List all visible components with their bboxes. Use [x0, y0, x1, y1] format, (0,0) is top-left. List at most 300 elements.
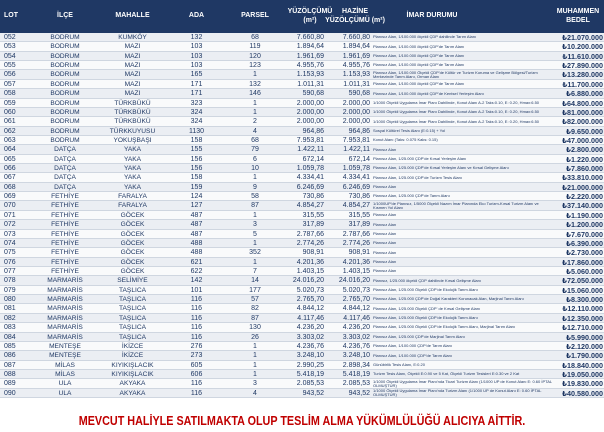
col-header-ada: ADA — [188, 12, 205, 20]
cell-hazine: 3.303,02 — [342, 333, 370, 341]
cell-mahalle: GÖCEK — [120, 211, 145, 219]
cell-bedel: ₺10.200.000 — [562, 42, 603, 52]
col-header-hazine — [325, 0, 385, 33]
cell-ada: 116 — [190, 380, 203, 388]
cell-mahalle: YOKUŞBAŞI — [113, 136, 152, 144]
cell-bedel: ₺2.800.000 — [566, 145, 603, 155]
cell-bedel: ₺12.710.000 — [562, 323, 603, 333]
cell-ada: 606 — [190, 370, 203, 378]
cell-hazine: 2.000,00 — [342, 118, 370, 126]
cell-imar: 1/1000 Ölçekli Uygulama İmar Planı'nda Turizm Alanı (1/1000 UP de Konut Alanı E: 0.60 İPTAL OLMUŞTUR) — [373, 387, 542, 398]
cell-yuzolcumu: 2.990,25 — [296, 361, 324, 369]
cell-bedel: ₺12.350.000 — [562, 313, 603, 323]
cell-yuzolcumu: 2.774,26 — [296, 239, 324, 247]
cell-hazine: 1.894,64 — [342, 43, 370, 51]
cell-hazine: 730,86 — [348, 193, 370, 201]
cell-bedel: ₺13.280.000 — [562, 70, 603, 80]
cell-yuzolcumu: 4.854,27 — [296, 202, 324, 210]
cell-imar: Turizm Tesis Alanı, Ölçekli E:0.90 ve 5 Kat, Ölçekli Turizm Tesisleri E:0.30 ve 2 Kat — [373, 371, 520, 377]
cell-mahalle: FARALYA — [118, 202, 147, 210]
cell-ilce: ULA — [58, 389, 72, 397]
cell-bedel: ₺64.800.000 — [562, 98, 603, 108]
cell-parsel: 6 — [253, 155, 257, 163]
cell-mahalle: TÜRKKUYUSU — [109, 127, 156, 135]
cell-yuzolcumu: 2.765,70 — [296, 296, 324, 304]
table-row — [0, 136, 604, 145]
table-body — [0, 33, 604, 398]
cell-ilce: BODRUM — [50, 80, 80, 88]
cell-yuzolcumu: 4.334,41 — [296, 174, 324, 182]
cell-hazine: 1.059,78 — [342, 165, 370, 173]
cell-ilce: MARMARİS — [47, 333, 83, 341]
cell-ilce: ULA — [58, 380, 72, 388]
table-row — [0, 276, 604, 285]
cell-hazine: 24.016,20 — [338, 277, 370, 285]
cell-ilce: MARMARİS — [47, 324, 83, 332]
cell-bedel: ₺1.790.000 — [566, 351, 603, 361]
cell-hazine: 1.153,93 — [342, 71, 370, 79]
cell-mahalle: YAKA — [123, 155, 142, 163]
cell-parsel: 3 — [253, 221, 257, 229]
cell-hazine: 315,55 — [348, 211, 370, 219]
table-row — [0, 173, 604, 182]
cell-ada: 158 — [190, 174, 203, 182]
cell-lot: 077 — [4, 267, 16, 275]
cell-bedel: ₺11.610.000 — [562, 51, 603, 61]
cell-hazine: 4.334,41 — [342, 174, 370, 182]
cell-parsel: 352 — [249, 249, 261, 257]
cell-lot: 063 — [4, 136, 16, 144]
cell-hazine: 2.000,00 — [342, 99, 370, 107]
cell-ada: 487 — [190, 230, 203, 238]
cell-ada: 116 — [190, 389, 203, 397]
cell-lot: 083 — [4, 324, 16, 332]
cell-hazine: 4.201,36 — [342, 258, 370, 266]
cell-mahalle: TÜRKBÜKÜ — [114, 99, 151, 107]
cell-ilce: BODRUM — [50, 71, 80, 79]
cell-bedel: ₺7.860.000 — [566, 164, 603, 174]
cell-parsel: 1 — [253, 361, 257, 369]
cell-lot: 058 — [4, 90, 16, 98]
cell-bedel: ₺81.000.000 — [562, 107, 603, 117]
cell-imar: Planısız Alan — [373, 268, 397, 274]
cell-imar: 1/1000UP'de Planısız, 1/5000 Ölçekli Nazım İmar Planında Eko Turizm-Kırsal Turizm Alanı ve Kısmen Yol Alanı — [373, 200, 539, 210]
cell-hazine: 4.854,27 — [342, 202, 370, 210]
table-row — [0, 267, 604, 276]
cell-parsel: 1 — [253, 258, 257, 266]
cell-yuzolcumu: 1.403,15 — [296, 267, 324, 275]
cell-mahalle: TAŞLICA — [119, 314, 146, 322]
table-row — [0, 323, 604, 332]
cell-yuzolcumu: 908,91 — [302, 249, 324, 257]
cell-imar: Planısız Alan, 1/25.000 Ölçekli ÇDP' de Kırsal Gelişme Alanı — [373, 305, 481, 311]
cell-hazine: 943,52 — [348, 389, 370, 397]
col-header-bedel-line2: BEDEL — [566, 16, 590, 24]
cell-lot: 078 — [4, 277, 16, 285]
cell-ada: 155 — [190, 146, 203, 154]
cell-yuzolcumu: 672,14 — [302, 155, 324, 163]
cell-ada: 132 — [190, 34, 203, 41]
cell-imar: Planısız Alan, 1/100.000 ÇDP'de Tarım Alanı — [373, 352, 452, 358]
cell-parsel: 3 — [253, 380, 257, 388]
cell-lot: 087 — [4, 361, 16, 369]
table-row — [0, 145, 604, 154]
cell-lot: 066 — [4, 165, 16, 173]
cell-ilce: MARMARİS — [47, 286, 83, 294]
cell-lot: 052 — [4, 34, 16, 41]
cell-ada: 103 — [190, 43, 203, 51]
cell-imar: Planısız Alan, 1/100.000 ölçekli ÇDP'de Tarım Alanı — [373, 81, 465, 87]
cell-yuzolcumu: 1.153,93 — [296, 71, 324, 79]
cell-lot: 088 — [4, 370, 16, 378]
cell-imar: Planısız Alan — [373, 249, 397, 255]
cell-ilce: MENTEŞE — [49, 352, 81, 360]
cell-imar: Planısız Alan — [373, 258, 397, 264]
table-row — [0, 211, 604, 220]
cell-bedel: ₺72.050.000 — [562, 276, 603, 286]
cell-mahalle: FARALYA — [118, 193, 147, 201]
cell-yuzolcumu: 590,68 — [302, 90, 324, 98]
cell-ilce: BODRUM — [50, 34, 80, 41]
cell-bedel: ₺47.000.000 — [562, 135, 603, 145]
cell-yuzolcumu: 315,55 — [302, 211, 324, 219]
cell-yuzolcumu: 4.201,36 — [296, 258, 324, 266]
cell-parsel: 68 — [251, 34, 259, 41]
cell-imar: Planısız Alan, 1/25.000 Ölçekli ÇDP'de Ekolojik Tarım Alanı — [373, 315, 478, 321]
cell-lot: 060 — [4, 108, 16, 116]
cell-imar: Planısız Alan, 1/25.000 ÇDP'de Marjinal Tarım Alanı — [373, 333, 465, 339]
cell-yuzolcumu: 6.246,69 — [296, 183, 324, 191]
cell-ilce: DATÇA — [54, 146, 76, 154]
cell-imar: 1/1000 Ölçekli Uygulama İmar Planı'nda Ticari Turizm Alanı (1/1000 UP de Konut Alanı E: 0.60 İPTAL OLMUŞTUR) — [373, 378, 553, 388]
cell-lot: 065 — [4, 155, 16, 163]
cell-ada: 323 — [190, 99, 203, 107]
cell-mahalle: TAŞLICA — [119, 296, 146, 304]
cell-ada: 101 — [190, 286, 203, 294]
table-row — [0, 351, 604, 360]
cell-lot: 086 — [4, 352, 16, 360]
cell-hazine: 5.020,73 — [342, 286, 370, 294]
cell-ada: 487 — [190, 211, 203, 219]
cell-parsel: 4 — [253, 389, 257, 397]
cell-bedel: ₺2.120.000 — [566, 341, 603, 351]
cell-imar: Konut Alanı (Taks: 0.075 Kaks: 0.15) — [373, 137, 438, 143]
cell-lot: 082 — [4, 314, 16, 322]
cell-lot: 053 — [4, 43, 16, 51]
cell-mahalle: AKYAKA — [119, 389, 146, 397]
cell-hazine: 4.236,20 — [342, 324, 370, 332]
cell-ada: 488 — [190, 249, 203, 257]
cell-hazine: 1.961,69 — [342, 52, 370, 60]
cell-parsel: 123 — [249, 62, 261, 70]
cell-hazine: 7.660,80 — [342, 34, 370, 41]
table-row — [0, 230, 604, 239]
cell-hazine: 2.787,66 — [342, 230, 370, 238]
cell-yuzolcumu: 943,52 — [302, 389, 324, 397]
cell-bedel: ₺1.200.000 — [566, 220, 603, 230]
table-row — [0, 295, 604, 304]
cell-mahalle: KIYIKIŞLACIK — [111, 370, 154, 378]
cell-yuzolcumu: 2.000,00 — [296, 99, 324, 107]
cell-mahalle: GÖCEK — [120, 267, 145, 275]
cell-yuzolcumu: 2.085,53 — [296, 380, 324, 388]
cell-lot: 080 — [4, 296, 16, 304]
cell-ilce: FETHİYE — [51, 202, 79, 210]
cell-ilce: DATÇA — [54, 174, 76, 182]
cell-yuzolcumu: 4.236,20 — [296, 324, 324, 332]
cell-parsel: 130 — [249, 324, 261, 332]
cell-ilce: MARMARİS — [47, 314, 83, 322]
table-row — [0, 248, 604, 257]
cell-mahalle: MAZI — [124, 71, 141, 79]
table-row — [0, 286, 604, 295]
cell-lot: 089 — [4, 380, 16, 388]
cell-imar: Planısız Alan, 1/25.000 ÇDP'de Kırsal Yerleşim Alanı — [373, 156, 467, 162]
cell-ada: 156 — [190, 165, 203, 173]
cell-ilce: FETHİYE — [51, 193, 79, 201]
col-header-bedel-line1: MUHAMMEN — [556, 8, 600, 15]
cell-bedel: ₺37.140.000 — [562, 201, 603, 211]
cell-ada: 127 — [190, 202, 203, 210]
cell-yuzolcumu: 24.016,20 — [292, 277, 324, 285]
cell-hazine: 7.953,81 — [342, 136, 370, 144]
cell-imar: Planısız Alan — [373, 221, 397, 227]
cell-lot: 055 — [4, 62, 16, 70]
cell-parsel: 79 — [251, 146, 259, 154]
cell-bedel: ₺17.860.000 — [562, 257, 603, 267]
cell-bedel: ₺21.000.000 — [562, 182, 603, 192]
cell-yuzolcumu: 7.660,80 — [296, 34, 324, 41]
cell-hazine: 3.248,10 — [342, 352, 370, 360]
cell-bedel: ₺15.060.000 — [562, 285, 603, 295]
cell-imar: Planısız Alan, 1/25.000 ÇDP'de Doğal Karakteri Korunacak Alan, Marjinal Tarım Alanı — [373, 296, 524, 302]
cell-yuzolcumu: 317,89 — [302, 221, 324, 229]
table-row — [0, 33, 604, 42]
col-header-ilce: İLÇE — [57, 12, 73, 20]
cell-ada: 487 — [190, 221, 203, 229]
cell-mahalle: KIYIKIŞLACIK — [111, 361, 154, 369]
cell-lot: 064 — [4, 146, 16, 154]
cell-ilce: FETHİYE — [51, 267, 79, 275]
cell-imar: Planısız Alan, 1/100.000 Ölçekli ÇDP'de Kültür ve Turizm Koruma ve Gelişme Bölgesi/Turizm Merkezinde Tarım Alanı, Orman Alanı — [373, 69, 538, 79]
cell-yuzolcumu: 2.787,66 — [296, 230, 324, 238]
col-header-mahalle: MAHALLE — [115, 12, 150, 20]
cell-ada: 156 — [190, 155, 203, 163]
cell-parsel: 1 — [253, 174, 257, 182]
cell-imar: Planısız Alan — [373, 146, 397, 152]
cell-ilce: MARMARİS — [47, 277, 83, 285]
cell-imar: 1/1000 Ölçekli Uygulama İmar Planı Dahilinde, Konut Alanı A-2 Taks:0.10, E: 0.20, Hmax:6.50 — [373, 109, 540, 115]
cell-ada: 622 — [190, 267, 203, 275]
cell-ilce: BODRUM — [50, 90, 80, 98]
table-row — [0, 201, 604, 210]
cell-imar: Günübirlik Tesis Alanı, E:0.20 — [373, 361, 425, 367]
cell-mahalle: TAŞLICA — [119, 305, 146, 313]
cell-hazine: 2.765,70 — [342, 296, 370, 304]
cell-yuzolcumu: 730,86 — [302, 193, 324, 201]
cell-yuzolcumu: 4.955,76 — [296, 62, 324, 70]
cell-imar: Planısız Alan — [373, 212, 397, 218]
cell-yuzolcumu: 7.953,81 — [296, 136, 324, 144]
cell-imar: Planısız Alan, 1/25.000 ÇDP'de Turizm Tesis Alanı — [373, 174, 462, 180]
cell-hazine: 2.898,34 — [342, 361, 370, 369]
cell-parsel: 57 — [251, 296, 259, 304]
table-row — [0, 127, 604, 136]
cell-ada: 324 — [190, 108, 203, 116]
cell-ilce: DATÇA — [54, 165, 76, 173]
col-header-lot: LOT — [4, 12, 18, 20]
col-header-parsel: PARSEL — [241, 12, 269, 20]
cell-yuzolcumu: 1.961,69 — [296, 52, 324, 60]
table-row — [0, 42, 604, 51]
cell-imar: Planısız Alan — [373, 240, 397, 246]
cell-ada: 116 — [190, 305, 203, 313]
cell-yuzolcumu: 964,86 — [302, 127, 324, 135]
cell-bedel: ₺2.730.000 — [566, 248, 603, 258]
table-row — [0, 108, 604, 117]
cell-lot: 090 — [4, 389, 16, 397]
cell-lot: 076 — [4, 258, 16, 266]
cell-mahalle: MAZI — [124, 90, 141, 98]
cell-ilce: FETHİYE — [51, 221, 79, 229]
cell-ada: 124 — [190, 193, 203, 201]
cell-bedel: ₺6.390.000 — [566, 238, 603, 248]
cell-imar: Planısız Alan — [373, 184, 397, 190]
col-header-hazine-line1: HAZİNE — [341, 8, 369, 15]
cell-yuzolcumu: 1.894,64 — [296, 43, 324, 51]
cell-bedel: ₺9.650.000 — [566, 126, 603, 136]
cell-ada: 1130 — [188, 127, 205, 135]
cell-ilce: DATÇA — [54, 183, 76, 191]
cell-imar: Planısız Alan, 1/100.000 ölçekli ÇDP dahilinde Tarım Alanı — [373, 34, 477, 40]
footer-notice — [0, 409, 604, 431]
cell-lot: 068 — [4, 183, 16, 191]
cell-yuzolcumu: 1.059,78 — [296, 165, 324, 173]
cell-hazine: 964,86 — [348, 127, 370, 135]
table-row — [0, 314, 604, 323]
cell-ada: 171 — [190, 80, 203, 88]
table-row — [0, 117, 604, 126]
cell-lot: 057 — [4, 80, 16, 88]
cell-bedel: ₺8.300.000 — [566, 295, 603, 305]
cell-ilce: MARMARİS — [47, 296, 83, 304]
table-row — [0, 52, 604, 61]
cell-hazine: 590,68 — [348, 90, 370, 98]
table-row — [0, 342, 604, 351]
cell-imar: Planısız Alan, 1/25.000 ÇDP'de Tarım Alanı — [373, 193, 450, 199]
cell-parsel: 1 — [253, 342, 257, 350]
cell-yuzolcumu: 1.011,31 — [297, 80, 324, 88]
cell-parsel: 10 — [251, 165, 259, 173]
cell-ada: 158 — [190, 136, 203, 144]
cell-mahalle: YAKA — [123, 165, 142, 173]
cell-lot: 056 — [4, 71, 16, 79]
table-row — [0, 389, 604, 398]
cell-lot: 085 — [4, 342, 16, 350]
cell-imar: Planısız, 1/25.000 ölçekli ÇDP dahilinde Kırsal Gelişme Alanı — [373, 277, 481, 283]
cell-hazine: 1.011,31 — [343, 80, 370, 88]
cell-ilce: FETHİYE — [51, 249, 79, 257]
cell-ilce: BODRUM — [50, 52, 80, 60]
cell-mahalle: MAZI — [124, 62, 141, 70]
cell-lot: 062 — [4, 127, 16, 135]
cell-hazine: 4.117,46 — [343, 314, 370, 322]
table-header — [0, 0, 604, 33]
cell-bedel: ₺6.880.000 — [566, 89, 603, 99]
cell-parsel: 1 — [253, 108, 257, 116]
cell-parsel: 1 — [253, 239, 257, 247]
cell-bedel: ₺5.060.000 — [566, 266, 603, 276]
cell-ilce: BODRUM — [50, 43, 80, 51]
cell-mahalle: MAZI — [124, 43, 141, 51]
table-row — [0, 333, 604, 342]
cell-bedel: ₺19.830.000 — [562, 379, 603, 389]
cell-ada: 488 — [190, 239, 203, 247]
cell-hazine: 2.000,00 — [342, 108, 370, 116]
cell-mahalle: KUMKÖY — [118, 34, 147, 41]
cell-ilce: BODRUM — [50, 127, 80, 135]
cell-ada: 116 — [190, 333, 203, 341]
cell-ilce: MENTEŞE — [49, 342, 81, 350]
cell-ada: 103 — [190, 52, 203, 60]
cell-bedel: ₺7.670.000 — [566, 229, 603, 239]
cell-lot: 071 — [4, 211, 16, 219]
cell-mahalle: GÖCEK — [120, 230, 145, 238]
cell-mahalle: GÖCEK — [120, 221, 145, 229]
cell-bedel: ₺5.990.000 — [566, 332, 603, 342]
cell-yuzolcumu: 5.418,19 — [296, 370, 324, 378]
cell-lot: 084 — [4, 333, 16, 341]
cell-lot: 072 — [4, 221, 16, 229]
cell-ilce: BODRUM — [50, 62, 80, 70]
col-header-yuzolcumu-line2: (m²) — [303, 16, 317, 24]
cell-lot: 061 — [4, 118, 16, 126]
cell-hazine: 1.403,15 — [342, 267, 370, 275]
cell-mahalle: AKYAKA — [119, 380, 146, 388]
cell-parsel: 68 — [251, 136, 259, 144]
cell-ada: 116 — [190, 296, 203, 304]
cell-lot: 081 — [4, 305, 16, 313]
cell-ilce: MİLAS — [55, 370, 75, 378]
cell-parsel: 1 — [253, 211, 257, 219]
cell-mahalle: YAKA — [123, 174, 142, 182]
cell-ilce: FETHİYE — [51, 211, 79, 219]
cell-ada: 116 — [190, 324, 203, 332]
cell-imar: Planısız Alan, 1/100.000 ÇDP'de Tarım Alanı — [373, 343, 452, 349]
cell-mahalle: GÖCEK — [120, 239, 145, 247]
cell-yuzolcumu: 5.020,73 — [296, 286, 324, 294]
cell-mahalle: GÖCEK — [120, 249, 145, 257]
cell-ilce: DATÇA — [54, 155, 76, 163]
table-row — [0, 370, 604, 379]
cell-yuzolcumu: 4.117,46 — [297, 314, 324, 322]
cell-parsel: 1 — [253, 71, 257, 79]
cell-ada: 273 — [190, 352, 203, 360]
cell-mahalle: MAZI — [124, 80, 141, 88]
cell-bedel: ₺18.840.000 — [562, 360, 603, 370]
cell-bedel: ₺27.890.000 — [562, 61, 603, 71]
cell-hazine: 4.844,12 — [342, 305, 370, 313]
table-row — [0, 361, 604, 370]
cell-yuzolcumu: 2.000,00 — [296, 118, 324, 126]
cell-parsel: 132 — [249, 80, 261, 88]
cell-bedel: ₺1.220.000 — [566, 154, 603, 164]
col-header-yuzolcumu-line1: YÜZÖLÇÜMÜ — [287, 8, 333, 15]
cell-ilce: FETHİYE — [51, 230, 79, 238]
cell-hazine: 2.085,53 — [342, 380, 370, 388]
cell-ada: 103 — [190, 62, 203, 70]
cell-parsel: 1 — [253, 370, 257, 378]
